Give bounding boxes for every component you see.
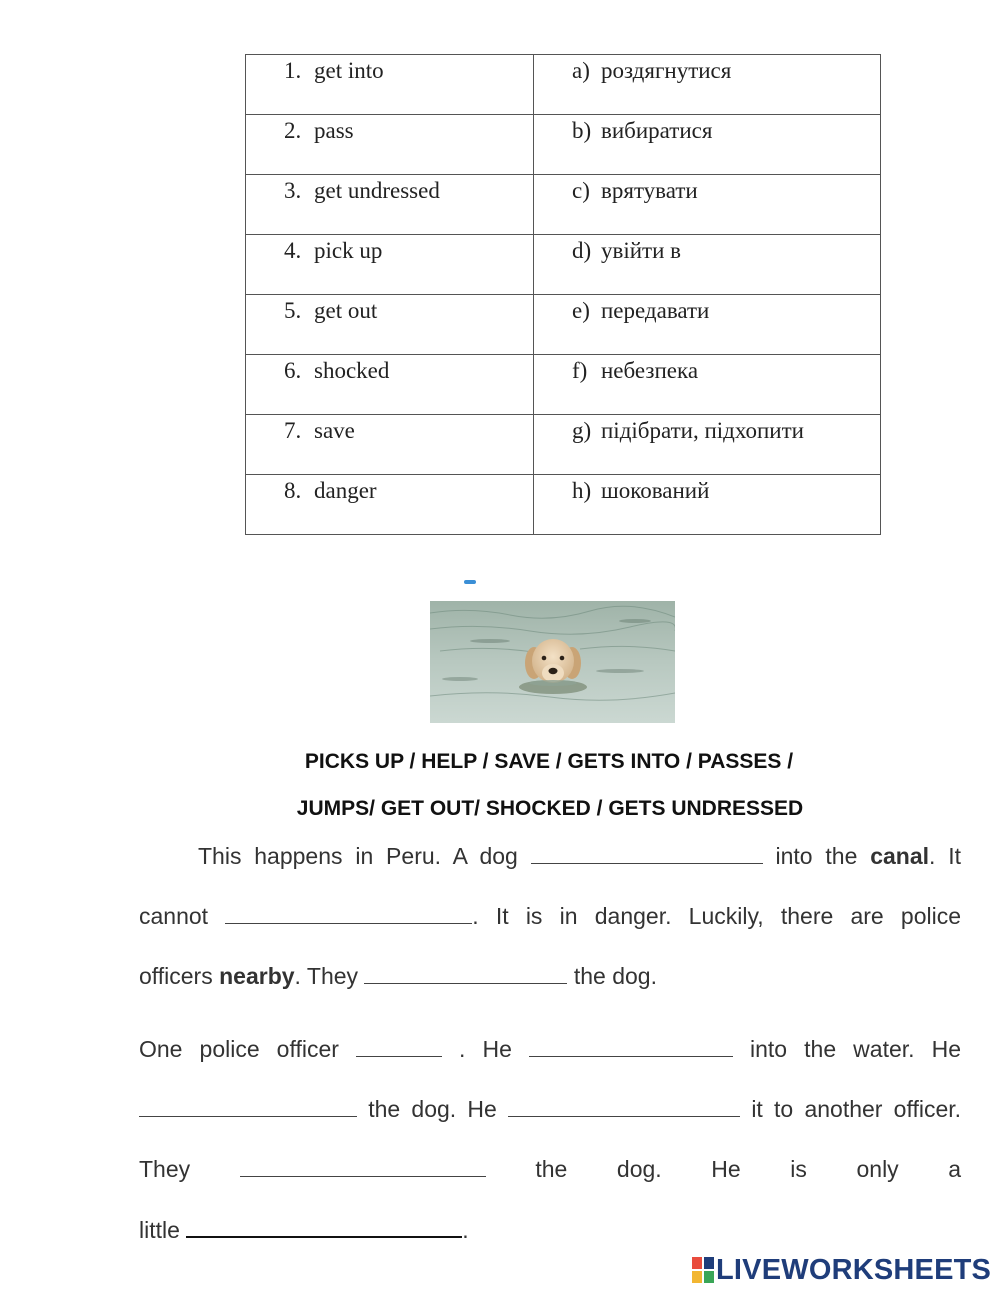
answer-blank-1[interactable] [531,843,763,864]
answer-blank-3[interactable] [364,963,567,984]
story-text: a [948,1156,962,1182]
vocab-ukrainian: увійти в [601,238,682,263]
vocab-number: 4. [284,238,302,263]
vocab-row [246,115,881,175]
vocab-number: 8. [284,478,302,503]
vocab-ukrainian-cell [534,115,881,175]
vocab-number: 7. [284,418,302,443]
story-line-1 [139,843,961,870]
story-line-5 [139,1096,961,1123]
photo-marker [464,580,476,584]
vocab-english-cell [246,175,534,235]
liveworksheets-logo-icon [692,1257,714,1283]
answer-blank-4[interactable] [356,1036,442,1057]
story-text: officers [139,963,213,989]
vocab-row [246,175,881,235]
vocab-english: get undressed [314,178,440,203]
answer-blank-2[interactable] [225,903,472,924]
story-text: This happens in Peru. A dog [198,843,518,869]
vocab-letter: f) [572,358,588,383]
vocab-english-cell [246,295,534,355]
story-text: He [711,1156,741,1182]
vocab-ukrainian: підібрати, підхопити [601,418,804,443]
vocab-english: danger [314,478,377,503]
vocab-letter: a) [572,58,590,83]
story-keyword-nearby: nearby [219,963,295,989]
vocab-number: 2. [284,118,302,143]
vocab-letter: h) [572,478,592,503]
story-text: . He [459,1036,512,1062]
vocab-ukrainian-cell [534,475,881,535]
story-text: dog. [616,1156,662,1182]
vocab-english-cell [246,415,534,475]
answer-blank-8[interactable] [240,1156,486,1177]
vocab-letter: e) [572,298,590,323]
story-text: is [790,1156,807,1182]
vocab-english: get into [314,58,384,83]
vocab-letter: d) [572,238,592,263]
vocab-number: 6. [284,358,302,383]
story-text: . They [294,963,359,989]
story-text: They [139,1156,191,1182]
vocab-letter: g) [572,418,592,443]
vocab-ukrainian: небезпека [601,358,699,383]
vocab-english-cell [246,475,534,535]
story-text: One police officer [139,1036,339,1062]
vocab-ukrainian-cell [534,355,881,415]
vocab-english-cell [246,235,534,295]
story-line-4 [139,1036,961,1063]
vocab-row [246,475,881,535]
answer-blank-5[interactable] [529,1036,733,1057]
vocab-english: get out [314,298,378,323]
story-text: it to another officer. [751,1096,962,1122]
story-text: into the water. He [750,1036,962,1062]
vocab-row [246,295,881,355]
story-line-2 [139,903,961,930]
story-text: . It is in danger. Luckily, there are police [472,903,961,929]
story-text: little [139,1217,180,1243]
answer-blank-9[interactable] [186,1216,462,1238]
swimming-dog-photo [430,601,675,723]
story-line-7 [139,1216,961,1244]
vocab-letter: c) [572,178,590,203]
story-text: the dog. [573,963,657,989]
story-text: the [535,1156,568,1182]
vocab-english: save [314,418,355,443]
vocab-number: 3. [284,178,302,203]
vocab-ukrainian: вибиратися [601,118,713,143]
liveworksheets-logo[interactable] [692,1254,991,1286]
vocab-ukrainian: врятувати [601,178,698,203]
vocab-number: 5. [284,298,302,323]
vocab-number: 1. [284,58,302,83]
answer-blank-7[interactable] [508,1096,740,1117]
story-text: into the [775,843,858,869]
vocab-row [246,415,881,475]
vocab-ukrainian-cell [534,295,881,355]
vocab-ukrainian: роздягнутися [601,58,732,83]
vocab-ukrainian: передавати [601,298,710,323]
vocab-ukrainian-cell [534,415,881,475]
story-text: only [856,1156,899,1182]
answer-blank-6[interactable] [139,1096,357,1117]
vocab-english: pick up [314,238,383,263]
vocab-ukrainian-cell [534,235,881,295]
liveworksheets-logo-text: LIVEWORKSHEETS [716,1253,992,1286]
vocab-english: pass [314,118,354,143]
vocab-ukrainian-cell [534,175,881,235]
story-text: the dog. He [368,1096,497,1122]
story-keyword-canal: canal [870,843,930,869]
story-text: . It [929,843,962,869]
vocab-english-cell [246,355,534,415]
story-line-3 [139,963,961,990]
vocab-english-cell [246,115,534,175]
story-text: . [462,1217,469,1243]
vocab-row [246,355,881,415]
word-bank-line-2: JUMPS/ GET OUT/ SHOCKED / GETS UNDRESSED [296,797,804,820]
word-bank-line-1: PICKS UP / HELP / SAVE / GETS INTO / PASSES / [304,750,794,773]
story-line-6 [139,1156,961,1183]
vocab-ukrainian: шокований [601,478,710,503]
story-text: cannot [139,903,209,929]
vocabulary-table [245,54,881,535]
vocab-row [246,235,881,295]
vocab-ukrainian-cell [534,55,881,115]
vocab-letter: b) [572,118,592,143]
vocab-english: shocked [314,358,390,383]
vocab-english-cell [246,55,534,115]
vocab-row [246,55,881,115]
